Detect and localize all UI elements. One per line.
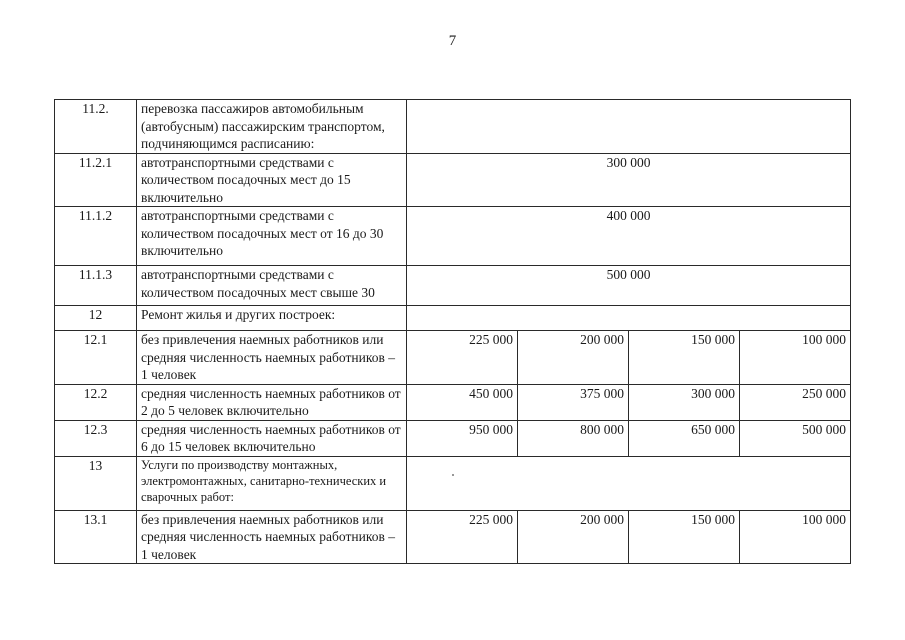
- row-value: 250 000: [740, 384, 851, 420]
- row-description: средняя численность наемных работников от 6 до 15 человек включительно: [137, 420, 407, 456]
- row-value-merged: [407, 456, 851, 510]
- row-value: 150 000: [629, 510, 740, 564]
- row-value: 950 000: [407, 420, 518, 456]
- row-value: 650 000: [629, 420, 740, 456]
- row-value: 800 000: [518, 420, 629, 456]
- row-description: без привлечения наемных работников или средняя численность наемных работников – 1 человек: [137, 331, 407, 385]
- row-value-merged: 500 000: [407, 266, 851, 306]
- row-value: 375 000: [518, 384, 629, 420]
- row-value: 450 000: [407, 384, 518, 420]
- row-value: 200 000: [518, 331, 629, 385]
- table-row: [55, 384, 851, 420]
- row-value-merged: [407, 306, 851, 331]
- row-description: перевозка пассажиров автомобильным (автобусным) пассажирским транспортом, подчиняющимся расписанию:: [137, 100, 407, 154]
- row-number: 11.1.2: [55, 207, 137, 266]
- row-number: 11.2.: [55, 100, 137, 154]
- page-number: 7: [448, 33, 457, 49]
- row-number: 11.1.3: [55, 266, 137, 306]
- table-row: [55, 420, 851, 456]
- table-row: [55, 207, 851, 266]
- row-value: 200 000: [518, 510, 629, 564]
- table-row: [55, 510, 851, 564]
- row-description: средняя численность наемных работников от 2 до 5 человек включительно: [137, 384, 407, 420]
- row-value-merged: 300 000: [407, 153, 851, 207]
- table-row: [55, 456, 851, 510]
- row-description: Услуги по производству монтажных, электромонтажных, санитарно-технических и сварочных работ:: [137, 456, 407, 510]
- scan-speck: [452, 474, 454, 476]
- row-value-merged: 400 000: [407, 207, 851, 266]
- row-number: 12.2: [55, 384, 137, 420]
- row-value: 150 000: [629, 331, 740, 385]
- row-value: 500 000: [740, 420, 851, 456]
- table-row: [55, 100, 851, 154]
- row-description: без привлечения наемных работников или средняя численность наемных работников – 1 человек: [137, 510, 407, 564]
- table-row: [55, 266, 851, 306]
- row-value: 225 000: [407, 510, 518, 564]
- row-number: 13.1: [55, 510, 137, 564]
- row-value-merged: [407, 100, 851, 154]
- table-row: [55, 153, 851, 207]
- row-description: автотранспортными средствами с количеством посадочных мест до 15 включительно: [137, 153, 407, 207]
- row-value: 225 000: [407, 331, 518, 385]
- row-number: 12.3: [55, 420, 137, 456]
- row-number: 12: [55, 306, 137, 331]
- row-description: автотранспортными средствами с количеством посадочных мест свыше 30: [137, 266, 407, 306]
- row-number: 12.1: [55, 331, 137, 385]
- row-number: 13: [55, 456, 137, 510]
- row-value: 100 000: [740, 510, 851, 564]
- table-row: [55, 331, 851, 385]
- row-description: Ремонт жилья и других построек:: [137, 306, 407, 331]
- row-value: 300 000: [629, 384, 740, 420]
- row-value: 100 000: [740, 331, 851, 385]
- row-number: 11.2.1: [55, 153, 137, 207]
- table-row: [55, 306, 851, 331]
- row-description: автотранспортными средствами с количеством посадочных мест от 16 до 30 включительно: [137, 207, 407, 266]
- tariff-table: [54, 99, 851, 564]
